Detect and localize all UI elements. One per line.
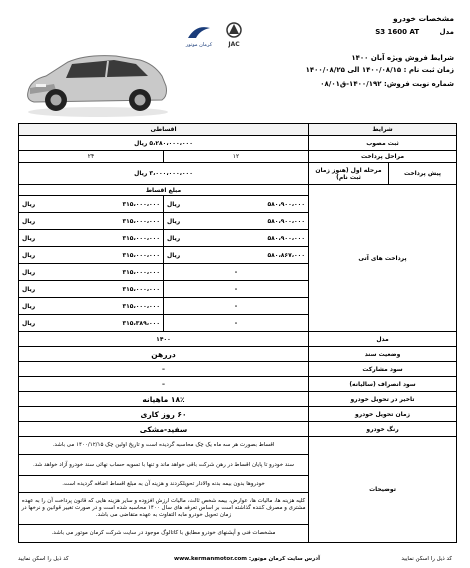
model-value: S3 1600 AT bbox=[375, 28, 420, 36]
note-item: خودروها بدون بیمه بدنه والادار تحویلکردند و هزینه آن به مبلغ اقساط اضافه گردیده است. bbox=[19, 476, 308, 493]
installment-amount-label: مبلغ اقساط bbox=[19, 185, 309, 196]
annual-value: – bbox=[19, 377, 309, 392]
installment-24: ۳۱۵،۰۰۰،۰۰۰ ریال bbox=[19, 230, 164, 247]
footer bbox=[0, 556, 470, 568]
approved-price-label: ثبت مصوب bbox=[309, 136, 457, 151]
car-image bbox=[16, 40, 176, 120]
conditions-label: شرایط bbox=[309, 124, 457, 136]
model-row-value: ۱۴۰۰ bbox=[19, 332, 309, 347]
participation-value: – bbox=[19, 362, 309, 377]
note-item: مشخصات فنی و آپشنهای خودرو مطابق با کاتالوگ موجود در سایت شرکت کرمان موتور می باشد. bbox=[51, 530, 276, 536]
installment-24: ۳۱۵،۰۰۰،۰۰۰ ریال bbox=[19, 281, 164, 298]
delay-value: ۱۸٪ ماهیانه bbox=[19, 392, 309, 407]
installment-24: ۳۱۵،۰۰۰،۰۰۰ ریال bbox=[19, 298, 164, 315]
delay-label: تاخیر در تحویل خودرو bbox=[309, 392, 457, 407]
status-value: دررهن bbox=[19, 347, 309, 362]
website-address[interactable]: آدرس سایت کرمان موتور: www.kermanmotor.com bbox=[173, 556, 320, 562]
installment-12: ۵۸۰،۹۰۰،۰۰۰ ریال bbox=[164, 213, 309, 230]
scan-code-right: کد ذیل را اسکن نمایید bbox=[401, 556, 452, 562]
installment-24: ۳۱۵،۳۸۹،۰۰۰ ریال bbox=[19, 315, 164, 332]
notes-label: توضیحات bbox=[309, 437, 457, 543]
delivery-value: ۶۰ روز کاری bbox=[19, 407, 309, 422]
installment-24: ۳۱۵،۰۰۰،۰۰۰ ریال bbox=[19, 264, 164, 281]
installment-24: ۳۱۵،۰۰۰،۰۰۰ ریال bbox=[19, 213, 164, 230]
annual-label: سود انصراف (سالیانه) bbox=[309, 377, 457, 392]
installment-12: - bbox=[164, 315, 309, 332]
model-row-label: مدل bbox=[309, 332, 457, 347]
header bbox=[0, 0, 470, 122]
price-table bbox=[18, 123, 457, 543]
prepayment-label: پیش پرداخت bbox=[389, 163, 457, 185]
installment-12: ۵۸۰،۸۶۷،۰۰۰ ریال bbox=[164, 247, 309, 264]
svg-text:JAC: JAC bbox=[228, 41, 240, 48]
svg-text:کرمان موتور: کرمان موتور bbox=[185, 42, 213, 48]
note-item: کلیه هزینه ها، مالیات ها، عوارض، بیمه شخص ثالث، مالیات ارزش افزوده و سایر هزینه هایی که قانون پرداخت آن را به عهده مشتری و مصرف کننده گذاشته است بر اساس تعرفه های سال ۱۴۰۰ محاسبه شده است و در صورت تغییر قوانین و نرخها در زمان تحویل خودرو مابه التفاوت به عهده متقاضی می باشد. bbox=[19, 493, 308, 525]
note-item: اقساط بصورت هر سه ماه یک چک محاسبه گردیده است و تاریخ اولین چک ۱۴۰۰/۱۲/۱۵ می باشد. bbox=[19, 437, 308, 455]
registration-time: زمان ثبت نام : ۱۴۰۰/۰۸/۱۵ الی ۱۴۰۰/۰۸/۲۵ bbox=[305, 66, 454, 74]
payment-stages-label: مراحل پرداخت bbox=[309, 151, 457, 163]
delivery-label: زمان تحویل خودرو bbox=[309, 407, 457, 422]
model-line bbox=[375, 28, 454, 36]
installment-12: - bbox=[164, 264, 309, 281]
stage-12: ۱۲ bbox=[164, 151, 309, 163]
installment-12: ۵۸۰،۹۰۰،۰۰۰ ریال bbox=[164, 196, 309, 213]
status-label: وضعیت سند bbox=[309, 347, 457, 362]
note-item: سند خودرو تا پایان اقساط در رهن شرکت باقی خواهد ماند و تنها با تسویه حساب نهائی سند خودرو آزاد خواهد شد. bbox=[19, 455, 308, 476]
scan-code-left: کد ذیل را اسکن نمایید bbox=[18, 556, 69, 562]
jac-logo bbox=[218, 22, 250, 48]
stage-24: ۲۴ bbox=[19, 151, 164, 163]
turn-number: شماره نوبت فروش: ۱۴۰۰/۱۹۲-ق۰۸/۰۱ bbox=[320, 80, 454, 88]
installment-12: - bbox=[164, 281, 309, 298]
approved-price-value: ۵،۲۸۰،۰۰۰،۰۰۰ ریال bbox=[19, 136, 309, 151]
future-payments-label: پرداخت های آتی bbox=[309, 185, 457, 332]
installment-24: ۳۱۵،۰۰۰،۰۰۰ ریال bbox=[19, 247, 164, 264]
first-stage-label: مرحله اول (هنوز زمان ثبت نام) bbox=[309, 163, 389, 185]
model-label: مدل bbox=[439, 28, 454, 36]
installment-12: - bbox=[164, 298, 309, 315]
installment-header: اقساطی bbox=[19, 124, 309, 136]
installment-24: ۳۱۵،۰۰۰،۰۰۰ ریال bbox=[19, 196, 164, 213]
color-label: رنگ خودرو bbox=[309, 422, 457, 437]
sale-conditions: شرایط فروش ویژه آبان ۱۴۰۰ bbox=[351, 54, 454, 62]
first-stage-value: ۳،۰۰۰،۰۰۰،۰۰۰ ریال bbox=[19, 163, 309, 185]
participation-label: سود مشارکت bbox=[309, 362, 457, 377]
kerman-motor-logo bbox=[182, 22, 216, 48]
installment-12: ۵۸۰،۹۰۰،۰۰۰ ریال bbox=[164, 230, 309, 247]
notes-cell bbox=[19, 437, 309, 543]
color-value: سفید-مشکی bbox=[19, 422, 309, 437]
page-title: مشخصات خودرو bbox=[393, 14, 454, 23]
